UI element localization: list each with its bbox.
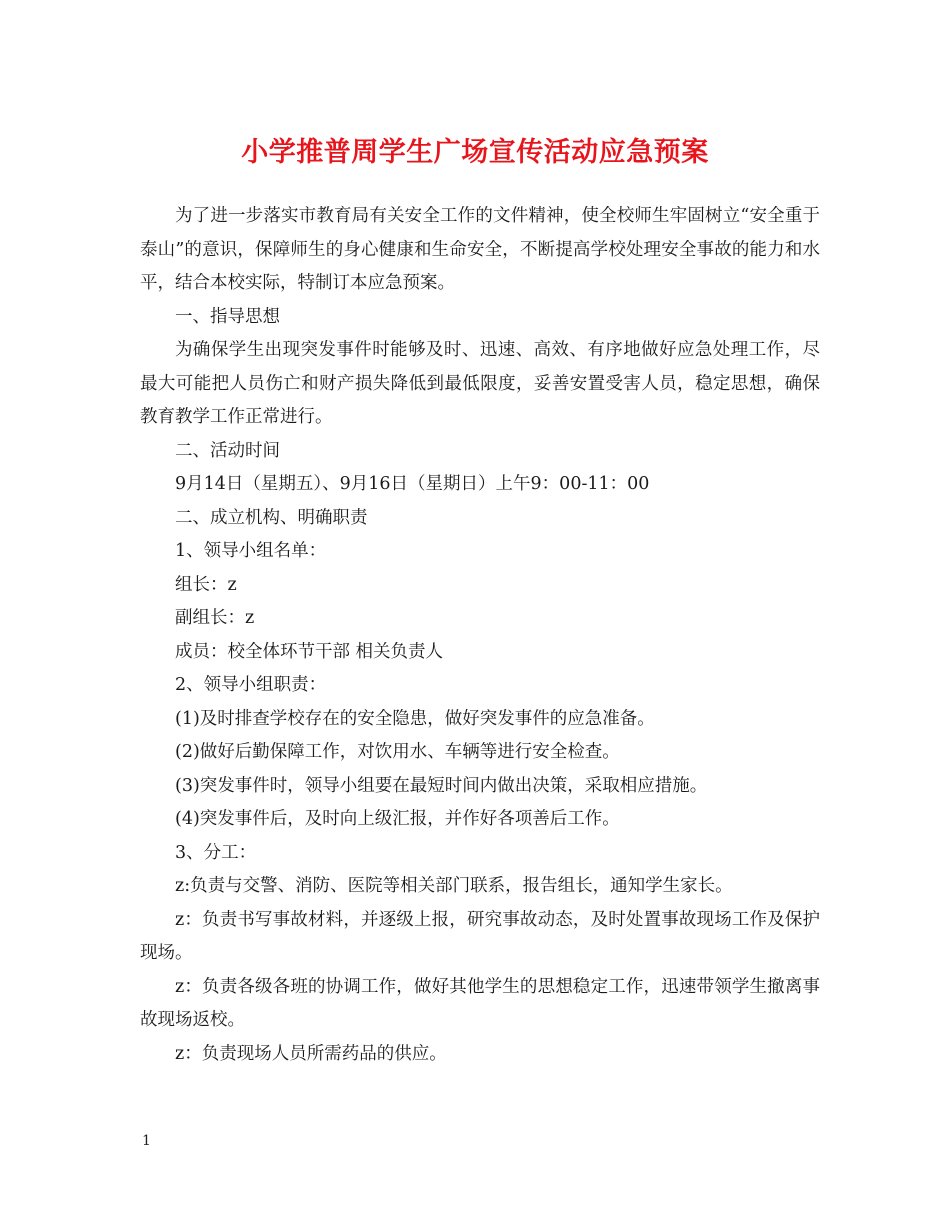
page-number: 1 xyxy=(142,1133,151,1149)
division-item-3: z：负责各级各班的协调工作，做好其他学生的思想稳定工作，迅速带领学生撤离事故现场返校。 xyxy=(140,976,820,1030)
guiding-thought-paragraph: 为确保学生出现突发事件时能够及时、迅速、高效、有序地做好应急处理工作，尽最大可能把人员伤亡和财产损失降低到最低限度，妥善安置受害人员，稳定思想，确保教育教学工作正常进行。 xyxy=(140,340,820,427)
duty-item-4: (4)突发事件后，及时向上级汇报，并作好各项善后工作。 xyxy=(175,809,620,829)
members-line: 成员：校全体环节干部 相关负责人 xyxy=(175,641,444,662)
division-item-1: z:负责与交警、消防、医院等相关部门联系，报告组长，通知学生家长。 xyxy=(175,876,733,896)
section-heading-organization: 二、成立机构、明确职责 xyxy=(175,507,368,528)
deputy-leader-line: 副组长：z xyxy=(175,608,255,628)
intro-paragraph: 为了进一步落实市教育局有关安全工作的文件精神，使全校师生牢固树立“安全重于泰山”的意识，保障师生的身心健康和生命安全，不断提高学校处理安全事故的能力和水平，结合本校实际，特制订本应急预案。 xyxy=(140,206,820,293)
duty-item-2: (2)做好后勤保障工作，对饮用水、车辆等进行安全检查。 xyxy=(175,742,620,762)
activity-time-paragraph: 9月14日（星期五）、9月16日（星期日）上午9：00-11：00 xyxy=(175,474,650,494)
section-heading-activity-time: 二、活动时间 xyxy=(175,440,280,461)
document-title: 小学推普周学生广场宣传活动应急预案 xyxy=(241,137,709,168)
division-heading: 3、分工： xyxy=(175,842,257,863)
section-heading-guiding-thought: 一、指导思想 xyxy=(175,306,280,327)
leader-line: 组长：z xyxy=(175,574,237,595)
duty-item-1: (1)及时排查学校存在的安全隐患，做好突发事件的应急准备。 xyxy=(175,708,655,729)
duty-item-3: (3)突发事件时，领导小组要在最短时间内做出决策，采取相应措施。 xyxy=(175,775,708,796)
division-item-2: z：负责书写事故材料，并逐级上报，研究事故动态，及时处置事故现场工作及保护现场。 xyxy=(140,909,820,963)
document-body xyxy=(140,200,820,1071)
leadership-duties-heading: 2、领导小组职责： xyxy=(175,675,327,695)
division-item-4: z：负责现场人员所需药品的供应。 xyxy=(175,1043,447,1064)
leadership-list-heading: 1、领导小组名单： xyxy=(175,541,327,561)
